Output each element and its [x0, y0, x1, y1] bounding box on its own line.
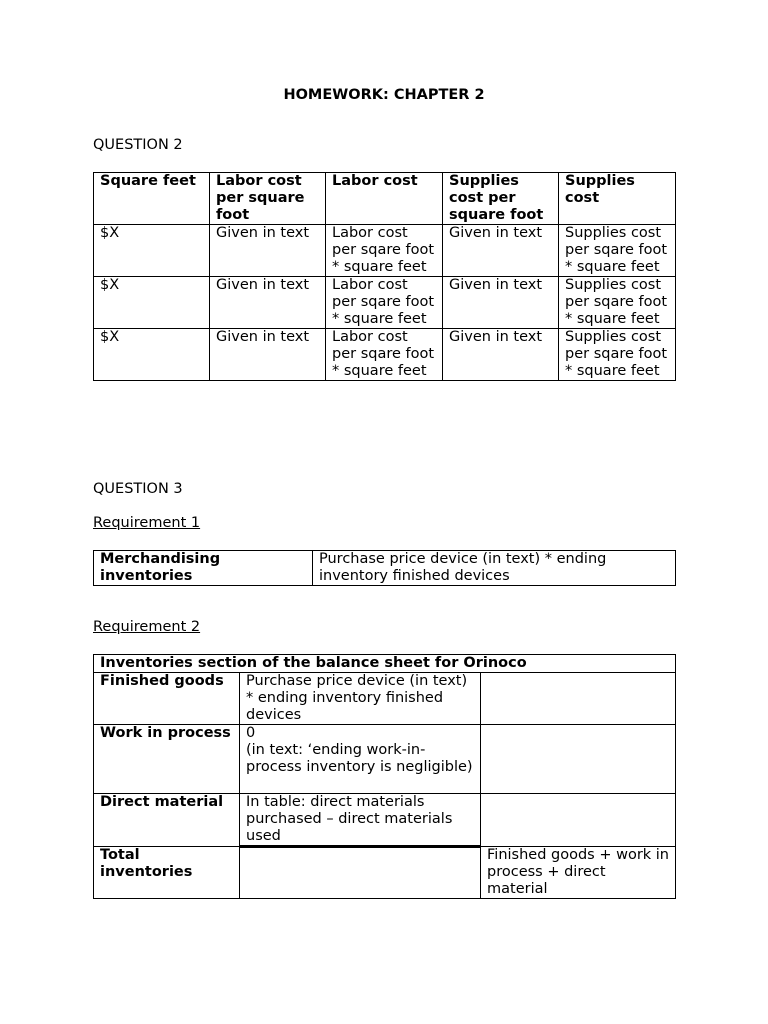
- table-cell: Labor cost per sqare foot * square feet: [326, 277, 443, 329]
- table-header-row: [94, 173, 676, 225]
- header-cell: Square feet: [94, 173, 210, 225]
- table-cell: Supplies cost per sqare foot * square feet: [559, 277, 676, 329]
- table-cell: Given in text: [210, 225, 326, 277]
- requirement-1-table: [93, 550, 676, 586]
- requirement-1-heading: Requirement 1: [93, 515, 201, 531]
- table-cell: Supplies cost per sqare foot * square feet: [559, 329, 676, 381]
- requirement-2-heading: Requirement 2: [93, 619, 201, 635]
- requirement-2-table: [93, 654, 676, 899]
- header-cell: Supplies cost per square foot: [443, 173, 559, 225]
- table-cell-label: Direct material: [94, 794, 240, 847]
- table-row: [94, 329, 676, 381]
- table-row: [94, 725, 676, 794]
- table-cell: Labor cost per sqare foot * square feet: [326, 329, 443, 381]
- table-row: [94, 225, 676, 277]
- table-cell: $X: [94, 329, 210, 381]
- table-cell: Given in text: [210, 329, 326, 381]
- table-cell: Purchase price device (in text) * ending inventory finished devices: [313, 551, 676, 586]
- table-cell-label: Merchandising inventories: [94, 551, 313, 586]
- table-row: [94, 551, 676, 586]
- table-cell: In table: direct materials purchased – direct materials used: [240, 794, 481, 847]
- table-cell: Given in text: [443, 329, 559, 381]
- question-2-heading: QUESTION 2: [93, 137, 183, 153]
- header-cell: Labor cost per square foot: [210, 173, 326, 225]
- question-2-table: [93, 172, 676, 381]
- table-cell: [481, 725, 676, 794]
- table-cell: Given in text: [210, 277, 326, 329]
- document-title: HOMEWORK: CHAPTER 2: [283, 87, 485, 103]
- table-cell-label: Work in process: [94, 725, 240, 794]
- question-3-heading: QUESTION 3: [93, 481, 183, 497]
- table-cell: Purchase price device (in text) * ending inventory finished devices: [240, 673, 481, 725]
- table-cell: [240, 847, 481, 899]
- table-cell-label: Total inventories: [94, 847, 240, 899]
- table-cell: $X: [94, 225, 210, 277]
- table-cell: [481, 673, 676, 725]
- table-title-row: [94, 655, 676, 673]
- header-cell: Labor cost: [326, 173, 443, 225]
- table-cell-label: Finished goods: [94, 673, 240, 725]
- table-cell: Given in text: [443, 225, 559, 277]
- table-cell: Given in text: [443, 277, 559, 329]
- table-row: [94, 277, 676, 329]
- header-cell: Supplies cost: [559, 173, 676, 225]
- table-row: [94, 847, 676, 899]
- table-cell: 0 (in text: ‘ending work-in-process inventory is negligible): [240, 725, 481, 794]
- table-cell: Labor cost per sqare foot * square feet: [326, 225, 443, 277]
- table-cell: $X: [94, 277, 210, 329]
- table-row: [94, 673, 676, 725]
- table-cell: Supplies cost per sqare foot * square feet: [559, 225, 676, 277]
- table-row: [94, 794, 676, 847]
- table-cell: [481, 794, 676, 847]
- table-title: Inventories section of the balance sheet for Orinoco: [94, 655, 676, 673]
- table-cell: Finished goods + work in process + direct material: [481, 847, 676, 899]
